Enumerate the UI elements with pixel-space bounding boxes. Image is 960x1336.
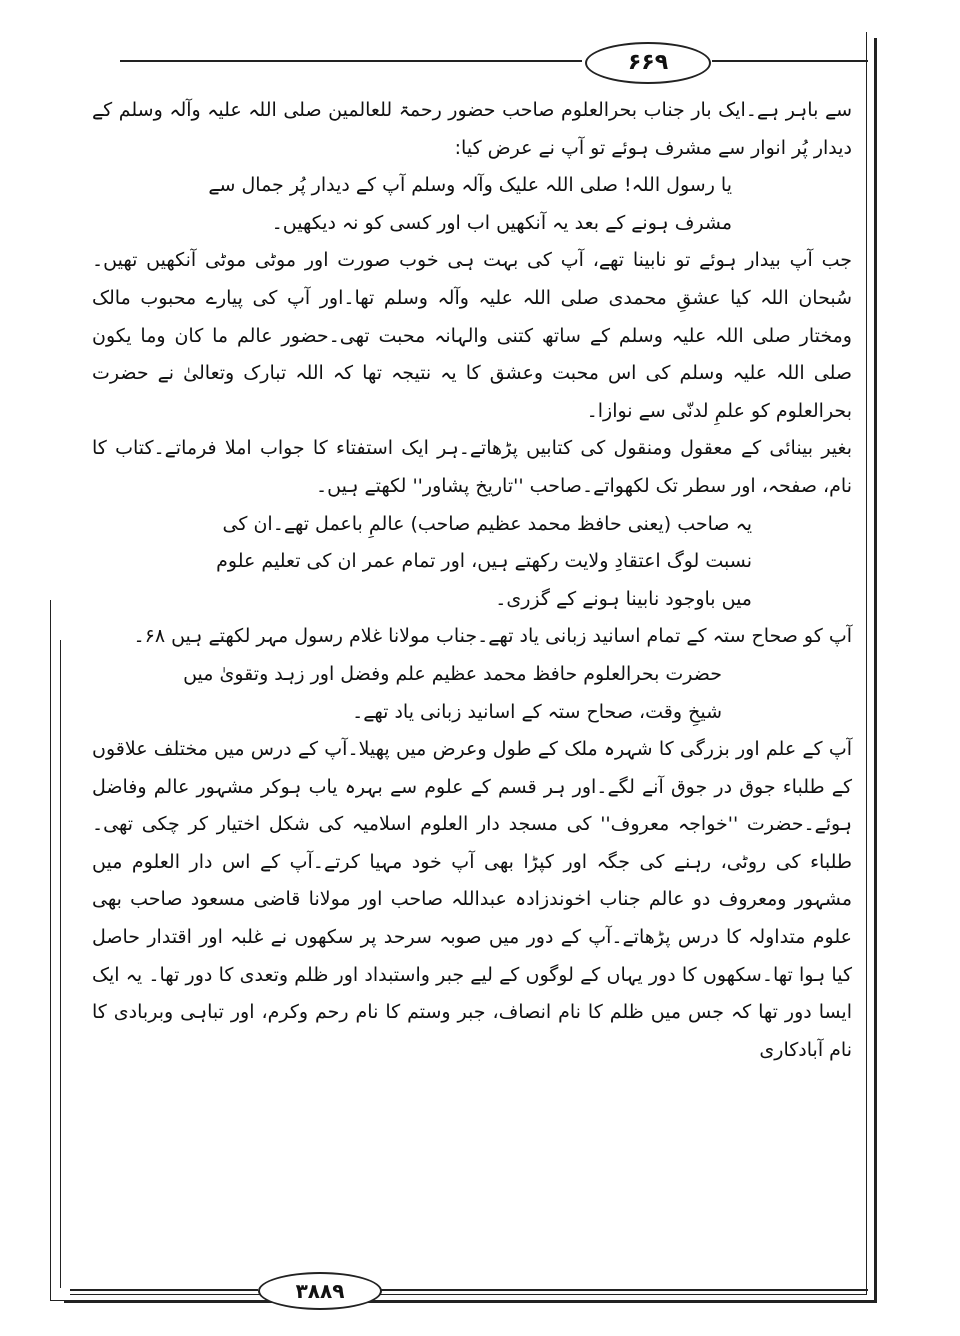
paragraph: بغیر بینائی کے معقول ومنقول کی کتابیں پڑھاتے۔ہر ایک استفتاء کا جواب املا فرماتے۔کتاب کا نام، صفحہ، اور سطر تک لکھواتے۔صاحب ''تاریخ پشاور'' لکھتے ہیں۔ [92, 437, 852, 497]
page-number-top: ۶۶۹ [585, 42, 711, 84]
paragraph: جب آپ بیدار ہوئے تو نابینا تھے، آپ کی بہت ہی خوب صورت اور موٹی موٹی آنکھیں تھیں۔ سُبحان اللہ کیا عشقِ محمدی صلی اللہ علیہ وآلہ وسلم تھا۔اور آپ کی پیارے محبوب مالک ومختار صلی اللہ علیہ وسلم کے ساتھ کتنی والہانہ محبت تھی۔حضور عالم ما کان وما یکون صلی اللہ علیہ وسلم کی اس محبت وعشق کا یہ نتیجہ تھا کہ اللہ تبارک وتعالیٰ نے حضرت بحرالعلوم کو علمِ لدنّی سے نوازا۔ [92, 249, 852, 422]
top-rule-left [120, 60, 582, 62]
paragraph: آپ کو صحاح ستہ کے تمام اسانید زبانی یاد تھے۔جناب مولانا غلام رسول مہر لکھتے ہیں ۶۸۔ [133, 625, 852, 648]
top-rule-right [712, 60, 868, 62]
bottom-rule-left [70, 1289, 258, 1291]
page-border-left-inner [60, 640, 71, 1288]
block-quote: حضرت بحرالعلوم حافظ محمد عظیم علم وفضل اور زہد وتقویٰ میں شیخِ وقت، صحاح ستہ کے اسانید زبانی یاد تھے۔ [183, 662, 722, 723]
paragraph: سے باہر ہے۔ایک بار جناب بحرالعلوم صاحب حضور رحمۃ للعالمین صلی اللہ علیہ وآلہ وسلم کے دیدار پُر انوار سے مشرف ہوئے تو آپ نے عرض کیا: [92, 99, 852, 159]
block-quote: یا رسول اللہ! صلی اللہ علیک وآلہ وسلم آپ کے دیدار پُر جمال سے مشرف ہونے کے بعد یہ آنکھیں اب اور کسی کو نہ دیکھیں۔ [208, 174, 732, 234]
body-text [92, 92, 852, 1069]
bottom-rule-right [378, 1289, 868, 1291]
block-quote: یہ صاحب (یعنی حافظ محمد عظیم صاحب) عالمِ باعمل تھے۔ان کی نسبت لوگ اعتقادِ ولایت رکھتے ہیں، اور تمام عمر ان کی تعلیم علوم میں باوجود نابینا ہونے کے گزری۔ [216, 512, 752, 610]
paragraph: آپ کے علم اور بزرگی کا شہرہ ملک کے طول وعرض میں پھیلا۔آپ کے درس میں مختلف علاقوں کے طلباء جوق در جوق آنے لگے۔اور ہر قسم کے علوم سے بہرہ یاب ہوکر مشہور عالم وفاضل ہوئے۔حضرت ''خواجہ معروف'' کی مسجد دار العلوم اسلامیہ کی شکل اختیار کر چکی تھی۔طلباء کی روٹی، رہنے کی جگہ اور کپڑا بھی آپ خود مہیا کرتے۔آپ کے اس دار العلوم میں مشہور ومعروف دو عالم جناب اخوندزادہ عبداللہ صاحب اور مولانا قاضی مسعود صاحب بھی علوم متداولہ کا درس پڑھاتے۔آپ کے دور میں صوبہ سرحد پر سکھوں نے غلبہ اور اقتدار حاصل کیا ہوا تھا۔سکھوں کا دور یہاں کے لوگوں کے لیے جبر واستبداد اور ظلم وتعدی کا دور تھا۔ یہ ایک ایسا دور تھا کہ جس میں ظلم کا نام انصاف، جبر وستم کا نام رحم وکرم، اور تباہی وبربادی کا نام آبادکاری [92, 738, 852, 1061]
page-number-bottom: ۳۸۸۹ [258, 1272, 382, 1310]
